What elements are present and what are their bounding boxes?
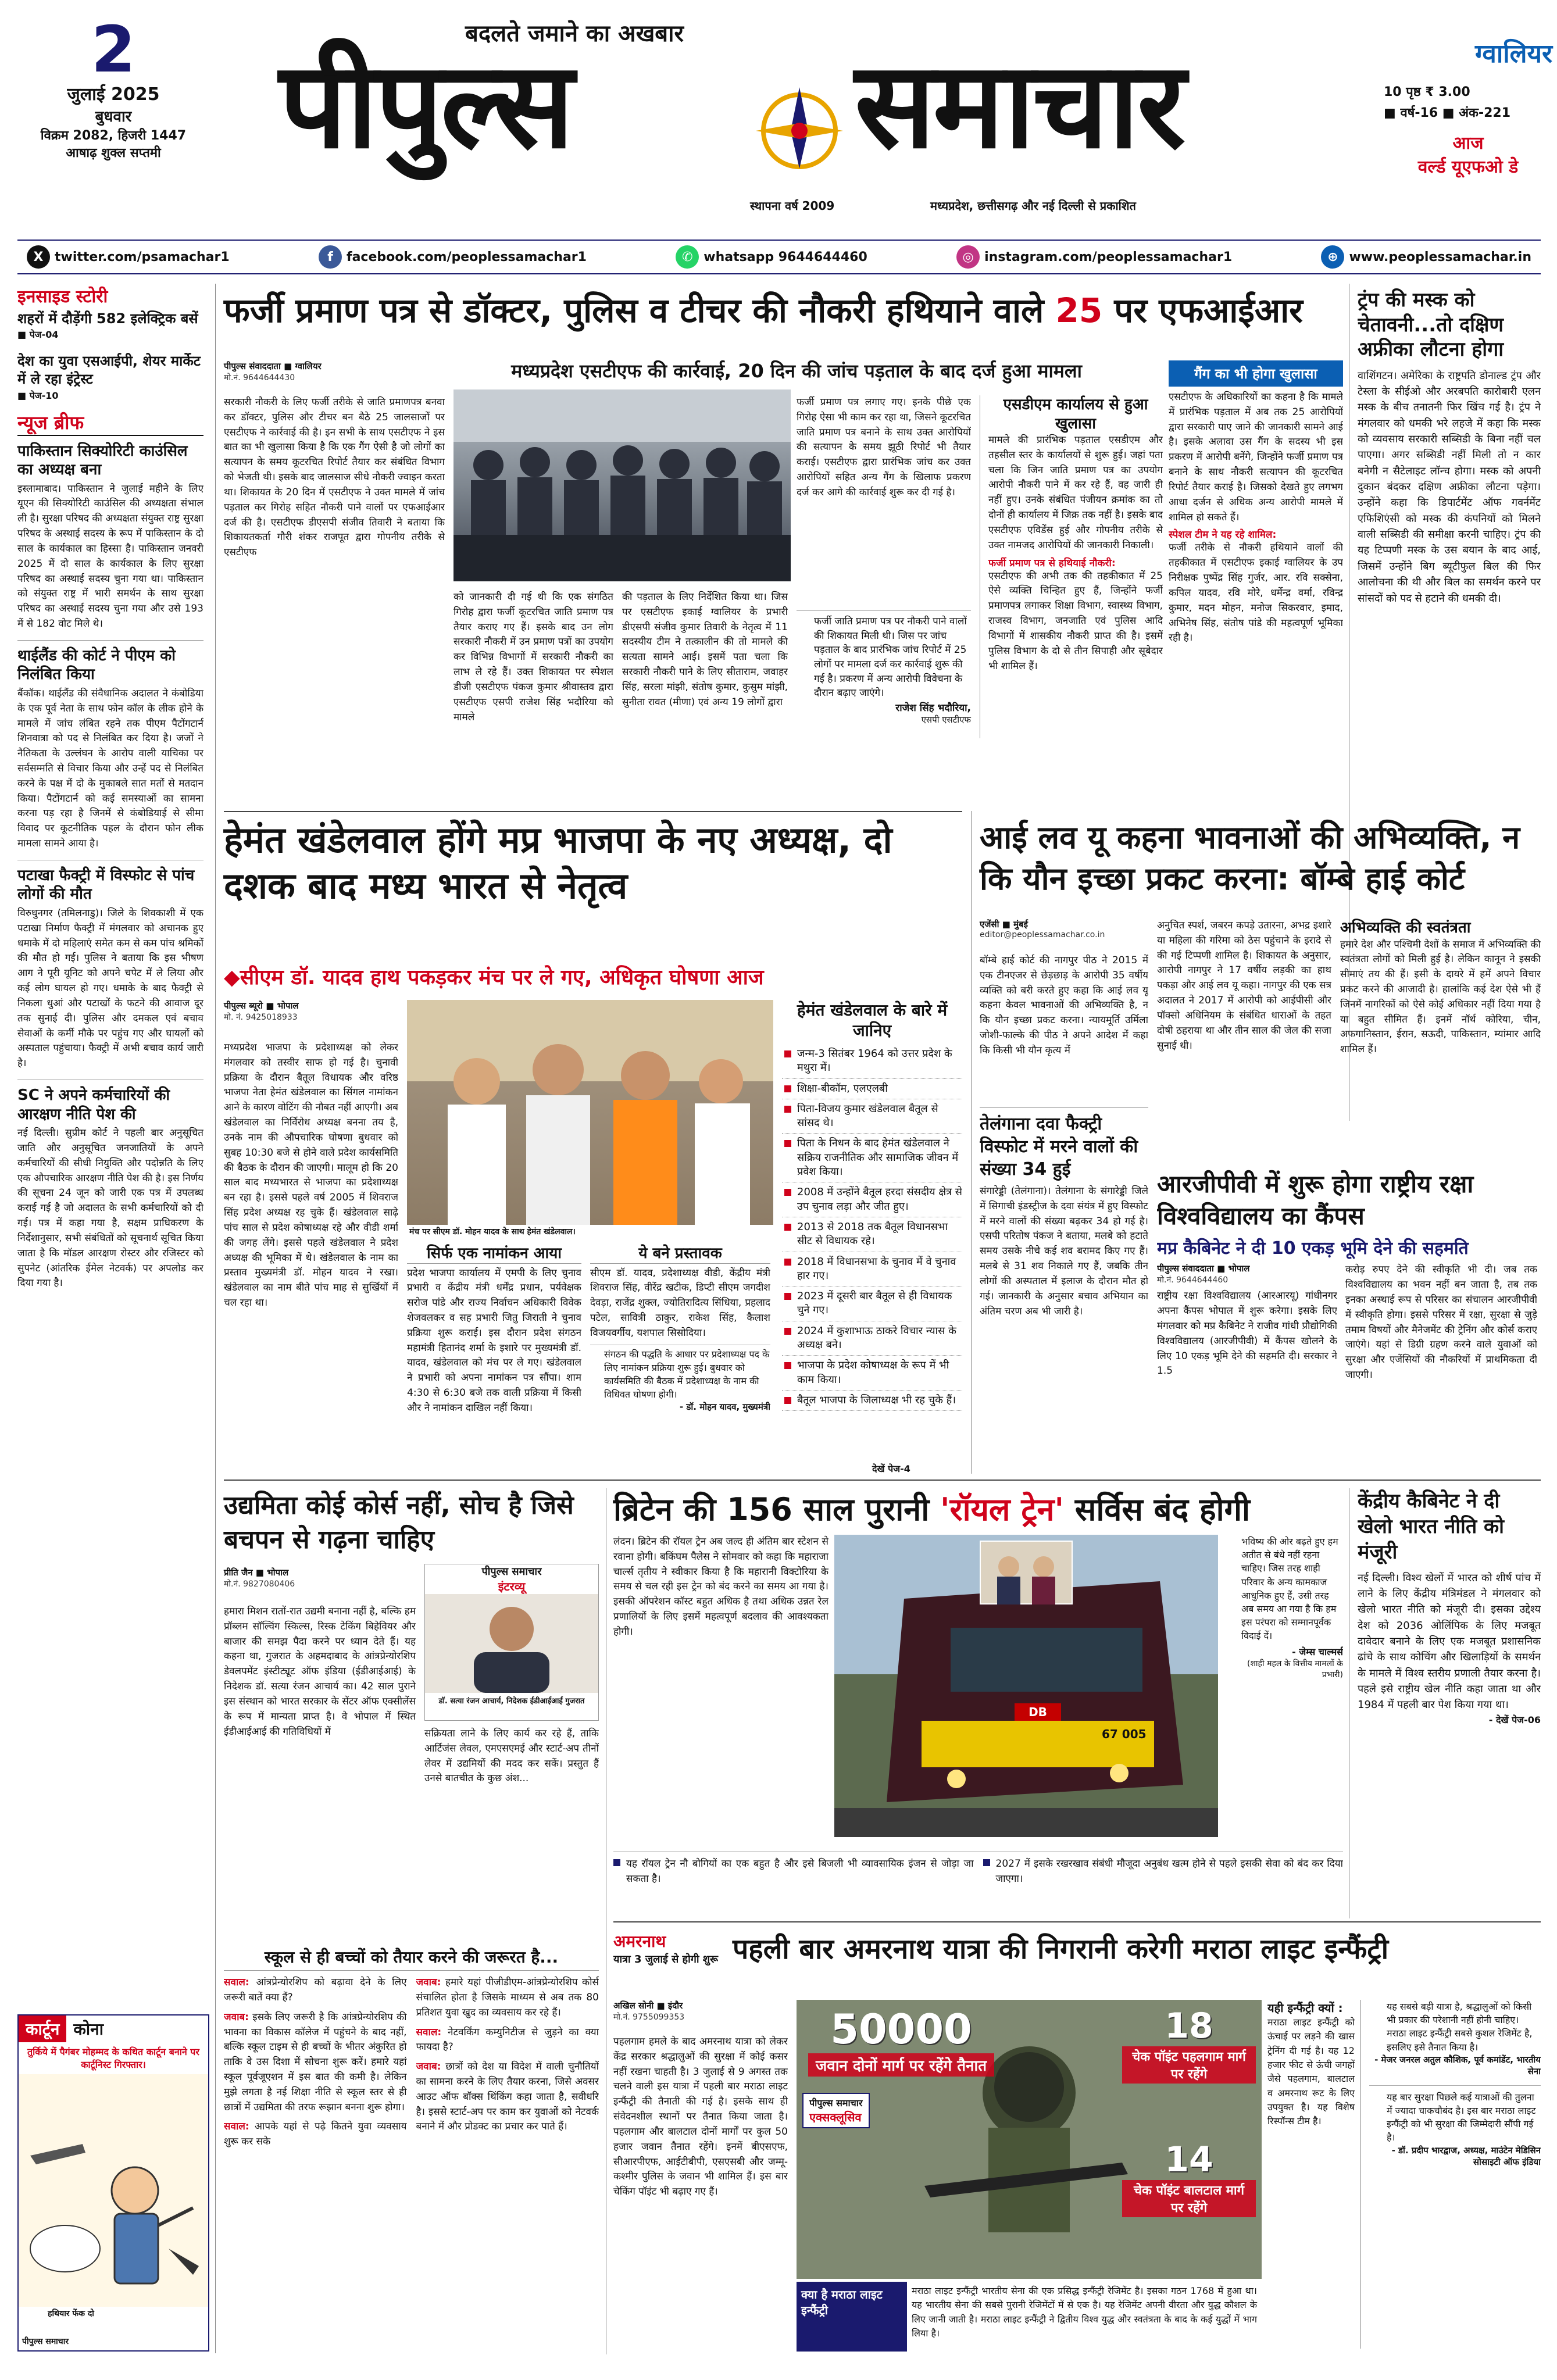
instagram-icon: ◎ [956, 245, 980, 269]
khelo-headline: केंद्रीय कैबिनेट ने दी खेलो भारत नीति को मंजूरी [1358, 1489, 1504, 1564]
inside-story-2[interactable]: देश का युवा एसआईपी, शेयर मार्केट में ले रहा इंट्रेस्ट [17, 353, 201, 388]
khandelwal-photo [407, 1000, 773, 1238]
stat-1 [808, 2006, 994, 2077]
khandelwal-mobile: मो. नं. 9425018933 [224, 1013, 298, 1022]
bombay-email[interactable]: editor@peoplessamachar.co.in [980, 930, 1105, 939]
fact-item: पिता-विजय कुमार खंडेलवाल बैतूल से सांसद थे। [782, 1099, 962, 1134]
fact-item: बैतूल भाजपा के जिलाध्यक्ष भी रह चुके हैं। [782, 1391, 962, 1411]
entre-interview-label: इंटरव्यू [498, 1579, 526, 1593]
inside-story-1[interactable]: शहरों में दौड़ेंगी 582 इलेक्ट्रिक बसें [17, 310, 198, 327]
social-bar [17, 240, 1541, 274]
khandelwal-quote-by: - डॉ. मोहन यादव, मुख्यमंत्री [679, 1402, 770, 1413]
news-brief-label: न्यूज ब्रीफ [17, 410, 203, 436]
stat-2-value: 18 [1165, 2006, 1213, 2046]
fact-item: भाजपा के प्रदेश कोषाध्यक्ष के रूप में भी काम किया। [782, 1356, 962, 1391]
newspaper-name [279, 37, 1291, 192]
entre-photo-caption: डॉ. सत्या रंजन आचार्य, निदेशक ईडीआईआई गुजरात [438, 1697, 585, 1706]
khandelwal-sub1 [407, 1244, 581, 1459]
train-bullet-1: यह रॉयल ट्रेन नौ बोगियों का एक बहुत है और इसे बिजली भी व्यावसायिक इंजन से जोड़ा जा सकता है। [613, 1857, 974, 1916]
divider [1360, 2000, 1361, 2349]
entre-qa [224, 1947, 599, 2354]
bombay-byline-box [980, 919, 1148, 939]
rgpv-subhead: मप्र कैबिनेट ने दी 10 एकड़ भूमि देने की सहमति [1157, 1238, 1469, 1259]
telangana-headline: तेलंगाना दवा फैक्ट्री विस्फोट में मरने वालों की संख्या 34 हुई [980, 1114, 1138, 1180]
fact-item: पिता के निधन के बाद हेमंत खंडेलवाल ने सक्रिय राजनीतिक और सामाजिक जीवन में प्रवेश किया। [782, 1134, 962, 1182]
lead-side-text-1: मामले की प्रारंभिक पड़ताल एसडीएम और तहसील स्तर के कार्यालयों से शुरू हुई। जहां पता चला कि जिन जाति प्रमाण पत्र का उपयोग आरोपी नौकरी पाने में कर रहे हैं, वह जारी ही नहीं हुए। उनके संबंधित पंजीयन क्रमांक का तो दोनों ही कार्यालय में जिक्र तक नहीं है। इसके बाद एसटीएफ एविडेंस हुई और गोपनीय तरीके से उक्त नामजद आरोपियों की जानकारी निकाली। [988, 434, 1163, 551]
train-bullet-2: 2027 में इसके रखरखाव संबंधी मौजूदा अनुबंध खत्म होने से पहले इसकी सेवा को बंद कर दिया जाएगा। [983, 1857, 1344, 1916]
inside-story-2-page: ■ पेज-10 [17, 389, 59, 401]
inside-story-1-page: ■ पेज-04 [17, 329, 59, 341]
telangana-story [980, 1107, 1148, 1468]
fact-item: 2023 में दूसरी बार बैतूल से ही विधायक चुने गए। [782, 1287, 962, 1321]
amarnath-quote-2-by: - डॉ. प्रदीप भारद्वाज, अध्यक्ष, माउंटेन मेडिसिन सोसाइटी ऑफ इंडिया [1391, 2145, 1541, 2167]
train-quote: भविष्य की ओर बढ़ते हुए हम अतीत से बंधे नहीं रहना चाहिए। जिस तरह शाही परिवार के अन्य कामकाज आधुनिक हुए हैं, उसी तरह अब समय आ गया है कि हम इस परंपरा को सम्मानपूर्वक विदाई दें। [1241, 1536, 1338, 1642]
entre-headline: उद्यमिता कोई कोर्स नहीं, सोच है जिसे बचपन से गढ़ना चाहिए [224, 1491, 574, 1555]
khandelwal-photo-image [407, 1000, 773, 1238]
khelo-story [1358, 1488, 1541, 1918]
divider [215, 284, 216, 2353]
name-right: समाचार [855, 37, 1184, 175]
bombay-byline: एजेंसी ■ मुंबई [980, 919, 1028, 930]
qa-col-2: जवाब: हमारे यहां पीजीडीएम-आंत्रप्रेन्योरशिप कोर्स संचालित होता है जिसके माध्यम से अब तक 80 प्रतिशत युवा खुद का व्यवसाय कर रहे हैं। सवाल: नेटवर्किंग कम्युनिटीज से जुड़ने का क्या फायदा है? जवाब: छात्रों को देश या विदेश में वाली चुनौतियों का सामना करने के लिए तैयार करना, जिसे अवसर आउट ऑफ बॉक्स थिंकिंग कहा जाता है, सवीधरि है। इससे स्टार्ट-अप पर काम कर युवाओं को नेटवर्क बनाने में और प्रोडक्ट का प्रचार कर पाते हैं। [416, 1977, 599, 2133]
cartoon-credit: पीपुल्स समाचार [22, 2337, 69, 2346]
lead-side-headline: एसडीएम कार्यालय से हुआ खुलासा [1003, 396, 1148, 433]
trump-story [1358, 288, 1541, 875]
gang-headline: गैंग का भी होगा खुलासा [1169, 360, 1343, 387]
volume-number: ■ वर्ष-16 ■ अंक-221 [1384, 106, 1511, 120]
khandelwal-byline: पीपुल्स ब्यूरो ■ भोपाल [224, 1000, 299, 1011]
train-text: लंदन। ब्रिटेन की रॉयल ट्रेन अब जल्द ही अंतिम बार स्टेशन से रवाना होगी। बकिंघम पैलेस ने सोमवार को कहा कि महाराजा चार्ल्स तृतीय ने स्वीकार किया है कि महारानी विक्टोरिया के समय से चल रही इस ट्रेन को बंद करने का समय आ गया है। इसकी ऑपरेशन कॉस्ट बहुत अधिक है तथा अधिक उन्नत रेल प्रणालियों के लिए इसमें महत्वपूर्ण बदलाव की आवश्यकता होगी। [613, 1536, 829, 1638]
brief-4-text: नई दिल्ली। सुप्रीम कोर्ट ने पहली बार अनुसूचित जाति और अनुसूचित जनजातियों के अपने कर्मचारियों की सीधी नियुक्ति और पदोन्नति के लिए एक औपचारिक आरक्षण नीति पेश की है। इस निर्णय की सूचना 24 जून को जारी एक पत्र में उपलब्ध कराई गई है जो अदालत के सभी कर्मचारियों को दी गई। पत्र में कहा गया है, सक्षम प्राधिकरण के निर्देशानुसार, सभी संबंधितों को सूचनार्थ सूचित किया जाता है कि मॉडल आरक्षण रोस्टर और रजिस्टर को सुपनेट (आंतरिक ईमेल नेटवर्क) पर अपलोड कर दिया गया है। [17, 1127, 203, 1289]
stat-3-value: 14 [1165, 2139, 1213, 2180]
amarnath-quotes [1369, 2000, 1541, 2349]
lead-quote: फर्जी जाति प्रमाण पत्र पर नौकरी पाने वालों की शिकायत मिली थी। जिस पर जांच पड़ताल के बाद प्रारंभिक जांच रिपोर्ट में 25 लोगों पर मामला दर्ज कर कार्रवाई शुरू की गई है। प्रकरण में अन्य आरोपी विवेचना के दौरान बढ़ाए जाएंगे। [814, 616, 967, 699]
bombay-sidebar [1340, 919, 1541, 1163]
amarnath-kicker-title: अमरनाथ [613, 1932, 666, 1951]
date-month: जुलाई 2025 [67, 84, 160, 105]
gang-team-text: फर्जी तरीके से नौकरी हथियाने वालों की तहकीकात में एसटीएफ इकाई ग्वालियर के उप निरीक्षक पुष्पेंद्र सिंह गुर्जर, आर. रवि सक्सेना, कपिल यादव, रवि मोरे, धर्मेन्द्र वर्मा, रविन्द्र कुमार, मदन मोहन, मनोज सिकरवार, इमाद, अभिनेष सिंह, संतोष पांडे की महत्वपूर्ण भूमिका रही है। [1169, 542, 1343, 644]
lead-sidebar [988, 395, 1163, 744]
weekday: बुधवार [95, 108, 132, 126]
fact-item: 2018 में विधानसभा के चुनाव में वे चुनाव हार गए। [782, 1252, 962, 1287]
fact-item: 2013 से 2018 तक बैतूल विधानसभा सीट से विधायक रहे। [782, 1217, 962, 1252]
exclusive-label: एक्सक्लूसिव [809, 2110, 862, 2124]
lead-quote-role: एसपी एसटीएफ [921, 714, 971, 725]
cartoon-label: कार्टून [19, 2016, 66, 2042]
entre-col-1: हमारा मिशन रातों-रात उद्यमी बनाना नहीं है, बल्कि हम प्रॉब्लम सॉल्विंग स्किल्स, रिस्क टेकिंग बिहेवियर और बाजार की समझ पैदा करने पर ध्यान देते हैं। यह कहना था, गुजरात के अहमदाबाद के आंत्रप्रेन्योरशिप डेवलपमेंट इंस्टीट्यूट ऑफ इंडिया (ईडीआईआई) के निदेशक डॉ. सत्या रंजन आचार्य का। 42 साल पुराने इस संस्थान को भारत सरकार के सेंटर ऑफ एक्सीलेंस के रूप में मान्यता प्राप्त है। वे भोपाल में स्थित ईडीआईआई की गतिविधियों में [224, 1606, 416, 1738]
fact-item: 2008 में उन्होंने बैतूल हरदा संसदीय क्षेत्र से उप चुनाव लड़ा और जीत हुए। [782, 1182, 962, 1217]
cartoon-caption: तुर्किये में पैगंबर मोहम्मद के कथित कार्टून बनाने पर कार्टूनिस्ट गिरफ्तार। [27, 2046, 199, 2070]
loco-brand: DB [1029, 1705, 1047, 1719]
cartoon-box [17, 2014, 209, 2352]
edition-city: ग्वालियर [1475, 39, 1552, 69]
lead-side-text-2: एसटीएफ की अभी तक की तहकीकात में 25 ऐसे व्यक्ति चिन्हित हुए हैं, जिन्होंने फर्जी प्रमाणपत्र लगाकर शिक्षा विभाग, स्वास्थ्य विभाग, राजस्व विभाग, जनजाति एवं पुलिस आदि विभागों में शासकीय नौकरी प्राप्त की है। इसमें पुलिस विभाग के दो से तीन सिपाही और सूबेदार भी शामिल हैं। [988, 570, 1163, 672]
khandelwal-sub2-text: सीएम डॉ. यादव, प्रदेशाध्यक्ष वीडी, केंद्रीय मंत्री शिवराज सिंह, वीरेंद्र खटीक, डिप्टी सीएम जगदीश देवड़ा, राजेंद्र शुक्ल, ज्योतिरादित्य सिंधिया, प्रहलाद पटेल, सावित्री ठाकुर, राकेश सिंह, कैलाश विजयवर्गीय, यशपाल सिसोदिया। [590, 1267, 770, 1339]
amarnath-photo [797, 2000, 1262, 2279]
whatsapp-icon: ✆ [676, 245, 699, 269]
fact-item: शिक्षा-बीकॉम, एलएलबी [782, 1079, 962, 1099]
cartoon-label-2: कोना [73, 2020, 103, 2039]
lead-byline: पीपुल्स संवाददाता ■ ग्वालियर [224, 361, 322, 371]
divider [971, 811, 972, 1474]
twitter-link[interactable]: X twitter.com/psamachar1 [27, 245, 230, 269]
khandelwal-col-1: मध्यप्रदेश भाजपा के प्रदेशाध्यक्ष को लेकर मंगलवार को तस्वीर साफ हो गई है। चुनावी प्रक्रिया के दौरान बैतूल विधायक और वरिष्ठ भाजपा नेता हेमंत खंडेलवाल का सिंगल नामांकन आने के कारण वोटिंग की नौबत नहीं आएगी। अब खंडेलवाल का निर्विरोध अध्यक्ष बनना तय है, उनके नाम की औपचारिक घोषणा बुधवार को सुबह 10:30 बजे से होने वाले प्रदेश कार्यसमिति की बैठक के दौरान की जाएगी। मालूम हो कि 20 साल बाद मध्यभारत से भाजपा का प्रदेशाध्यक्ष बन रहा है। इससे पहले वर्ष 2005 में शिवराज सिंह प्रदेश अध्यक्ष रह चुके हैं। खंडेलवाल साढ़े पांच साल से प्रदेश कोषाध्यक्ष रहे और वीडी शर्मा की जगह लेंगे। इससे पहले खंडेलवाल ने प्रदेश अध्यक्ष की भूमिका में थे। खंडेलवाल के नाम का प्रस्ताव मुख्यमंत्री डॉ. मोहन यादव ने रखा। खंडेलवाल का नाम बीते पांच माह से सुर्खियों में चल रहा था। [224, 1042, 398, 1309]
whatsapp-link[interactable]: ✆ whatsapp 9644644460 [676, 245, 867, 269]
entre-logo: पीपुल्स समाचार [481, 1566, 542, 1578]
loco-number: 67 005 [1102, 1727, 1147, 1741]
khandelwal-sub1-text: प्रदेश भाजपा कार्यालय में एमपी के लिए चुनाव प्रभारी व केंद्रीय मंत्री धर्मेंद्र प्रधान, पर्यवेक्षक सरोज पांडे और राज्य निर्वाचन अधिकारी विवेक शेजवलकर व सह प्रभारी जितु जिराती ने चुनाव प्रक्रिया शुरू कराई। इस दौरान प्रदेश संगठन महामंत्री हितानंद शर्मा के इशारे पर मुख्यमंत्री डॉ. यादव, खंडेलवाल को मंच पर ले गए। खंडेलवाल ने प्रभारी को अपना नामांकन पत्र सौंपा। शाम 4:30 से 6:30 बजे तक वाली प्रक्रिया में किसी और ने नामांकन दाखिल नहीं किया। [407, 1267, 581, 1414]
fact-item: जन्म-3 सितंबर 1964 को उत्तर प्रदेश के मथुरा में। [782, 1044, 962, 1079]
train-quote-by: - जेम्स चाल्मर्स [1292, 1646, 1343, 1657]
rgpv-col-1: राष्ट्रीय रक्षा विश्वविद्यालय (आरआरयू) गांधीनगर अपना कैंपस भोपाल में शुरू करेगा। इसके लिए मंगलवार को मप्र कैबिनेट ने राजीव गांधी प्रौद्योगिकी विश्वविद्यालय (आरजीपीवी) में कैंपस खोलने के लिए 10 एकड़ भूमि देने की सहमति दी। सरकार ने 1.5 [1157, 1290, 1337, 1377]
bombay-col-1: बॉम्बे हाई कोर्ट की नागपुर पीठ ने 2015 में एक टीनएजर से छेड़छाड़ के आरोपी 35 वर्षीय व्यक्ति को बरी करते हुए कहा कि आई लव यू कहना केवल भावनाओं की अभिव्यक्ति है, न कि यौन इच्छा प्रकट करना। न्यायमूर्ति उर्मिला जोशी-फाल्के की पीठ ने अपने आदेश में कहा कि किसी भी यौन कृत्य में [980, 955, 1148, 1056]
facebook-icon: f [319, 245, 342, 269]
khandelwal-continued[interactable]: देखें पेज-4 [872, 1463, 910, 1474]
brief-3-text: विरुधुनगर (तमिलनाडु)। जिले के शिवकाशी में एक पटाखा निर्माण फैक्ट्री में मंगलवार को अचानक हुए धमाके में दो महिलाएं समेत कम से कम पांच श्रमिकों की मौत हो गई। पुलिस ने बताया कि इस भीषण आग ने पूरी यूनिट को अपने चपेट में ले लिया और कई लोग घायल हो गए। धमाके के बाद फैक्ट्री से निकला धुआं और पटाखों के फटने की आवाज दूर तक सुनाई दी। पुलिस और दमकल एवं बचाव सेवाओं के कर्मी मौके पर पहुंच गए और घायलों को अस्पताल पहुंचाया। फैक्ट्री में अभी बचाव कार्य जारी है। [17, 907, 203, 1070]
train-quote-box [1224, 1535, 1343, 1843]
entre-byline: प्रीति जैन ■ भोपाल [224, 1567, 289, 1578]
gang-text: एसटीएफ के अधिकारियों का कहना है कि मामले में प्रारंभिक पड़ताल में अब तक 25 आरोपियों द्वारा सरकारी पाए जाने की जानकारी सामने आई है। इसके अलावा उस गैंग के सदस्य भी इस प्रकरण में आरोपी बनेंगे, जिन्होंने फर्जी प्रमाण पत्र बनाने के साथ नौकरी सत्यापन की कूटरचित रिपोर्ट तैयार कराई है। जिसको देखते हुए लगभग आधा दर्जन से अधिक अन्य आरोपी मामले में शामिल हो सकते हैं। [1169, 391, 1343, 523]
lead-subhead: मध्यप्रदेश एसटीएफ की कार्रवाई, 20 दिन की जांच पड़ताल के बाद दर्ज हुआ मामला [511, 360, 1082, 382]
pen-emblem-icon [750, 81, 849, 180]
amarnath-text: पहलगाम हमले के बाद अमरनाथ यात्रा को लेकर केंद्र सरकार श्रद्धालुओं की सुरक्षा में कोई कसर नहीं रखना चाहती है। 3 जुलाई से 9 अगस्त तक चलने वाली इस यात्रा में पहली बार मराठा लाइट इन्फैंट्री की तैनाती की गई है। इसके साथ ही संवेदनशील स्थानों पर तैनात किया जाता है। पहलगाम और बालटाल दोनों मार्गों पर कुल 50 हजार जवान तैनात रहेंगे। इनमें बीएसएफ, सीआरपीएफ, आईटीबीपी, एसएसबी और जम्मू-कश्मीर पुलिस के जवान भी शामिल हैं। इस बार चेकिंग पॉइंट भी बढ़ाए गए हैं। [613, 2036, 788, 2198]
stat-2-label: चेक पॉइंट पहलगाम मार्ग पर रहेंगे [1122, 2046, 1256, 2084]
publication-regions: मध्यप्रदेश, छत्तीसगढ़ और नई दिल्ली से प्रकाशित [930, 199, 1136, 213]
diamond-bullet-icon: ◆ [224, 966, 240, 989]
khandelwal-facts [782, 1000, 962, 1459]
amarnath-quote-2: यह बार सुरक्षा पिछले कई यात्राओं की तुलना में ज्यादा चाकचौबंद है। इस बार मराठा लाइट इन्फैंट्री को भी सुरक्षा की जिम्मेदारी सौंपी गई है। [1369, 2085, 1541, 2145]
today-label: आज [1452, 133, 1484, 153]
amarnath-what-box [797, 2282, 1262, 2352]
telangana-text: संगारेड्डी (तेलंगाना)। तेलंगाना के संगारेड्डी जिले में सिगाची इंडस्ट्रीज के दवा संयंत्र में हुए विस्फोट में मरने वालों की संख्या बढ़कर 34 हो गई है। एसपी परितोष पंकज ने बताया, मलबे को हटाते समय उसके नीचे कई शव बरामद किए गए हैं। मलबे से 31 शव निकाले गए हैं, जबकि तीन लोगों की अस्पताल में इलाज के दौरान मौत हो गई। जानकारी के अनुसार बचाव अभियान का अंतिम चरण अब भी जारी है। [980, 1185, 1148, 1317]
entre-interview-box [424, 1564, 599, 1721]
cartoon-speech-bubble: हथियार फेंक दो [48, 2309, 94, 2318]
facts-list [782, 1044, 962, 1411]
square-bullet-icon [983, 1859, 990, 1866]
qa-col-1: सवाल: आंत्रप्रेन्योरशिप को बढ़ावा देने के लिए जरूरी बातें क्या हैं? जवाब: इसके लिए जरूरी है कि आंत्रप्रेन्योरशिप की भावना का विकास कॉलेज में पहुंचने के बाद नहीं, बल्कि स्कूल टाइम से ही बच्चों के भीतर अंकुरित हो ताकि वे उस दिशा में सोचना शुरू करें। हमारे यहां स्कूल पूर्वजूएशन में इस बात की कमी है। लेकिन मुझे लगता है नई शिक्षा नीति से स्कूल स्तर से ही छात्रों में उद्यमिता की तरफ रूझान बनना शुरू होगा। सवाल: आपके यहां से पढ़े कितने युवा व्यवसाय शुरू कर सके [224, 1977, 407, 2148]
bombay-side-headline: अभिव्यक्ति की स्वतंत्रता [1340, 919, 1471, 937]
portrait-image [425, 1594, 598, 1693]
date-day: 2 [91, 12, 136, 87]
divider [613, 1921, 1541, 1922]
amarnath-kicker [613, 1930, 724, 1966]
instagram-link[interactable]: ◎ instagram.com/peoplessamachar1 [956, 245, 1232, 269]
group-photo-image [453, 389, 791, 581]
vikram-samvat: विक्रम 2082, हिजरी 1447 [40, 128, 187, 143]
khandelwal-photo-caption: मंच पर सीएम डॉ. मोहन यादव के साथ हेमंत खंडेलवाल। [407, 1225, 773, 1238]
bombay-side-text: हमारे देश और पश्चिमी देशों के समाज में अभिव्यक्ति की स्वतंत्रता लोगों को मिली हुई है। लेकिन कानून ने इसकी सीमाएं तय की हैं। इसी के दायरे में हमें अपने विचार प्रकट करने की आजादी है। हालांकि कई देश ऐसे भी हैं जिनमें नागरिकों को ऐसे कोई अधिकार नहीं दिया गया है या बहुत सीमित हैं। इनमें नॉर्थ कोरिया, चीन, अफगानिस्तान, ईरान, सऊदी, पाकिस्तान, म्यांमार आदि शामिल हैं। [1340, 938, 1541, 1056]
lead-quote-box [797, 610, 971, 738]
amarnath-byline: अखिल सोनी ■ इंदौर [613, 2000, 683, 2011]
amarnath-quote-1: यह सबसे बड़ी यात्रा है, श्रद्धालुओं को किसी भी प्रकार की परेशानी नहीं होनी चाहिए। मराठा लाइट इन्फैंट्री सबसे कुशल रेजिमेंट है, इसलिए इसे तैनात किया है। [1387, 2001, 1533, 2053]
fact-item: 2024 में कुशाभाऊ ठाकरे विचार न्यास के अध्यक्ष बने। [782, 1321, 962, 1356]
khandelwal-sub2-headline: ये बने प्रस्तावक [590, 1244, 770, 1264]
stat-3 [1122, 2139, 1256, 2217]
issue-date [29, 12, 198, 161]
gang-box [1169, 360, 1343, 744]
khandelwal-quote: संगठन की पद्धति के आधार पर प्रदेशाध्यक्ष पद के लिए नामांकन प्रक्रिया शुरू हुई। बुधवार को कार्यसमिति की बैठक में प्रदेशाध्यक्ष के नाम की विधिवत घोषणा होगी। [590, 1345, 770, 1402]
entre-mobile: मो.नं. 9827080406 [224, 1579, 295, 1589]
khandelwal-headline: हेमंत खंडेलवाल होंगे मप्र भाजपा के नए अध्यक्ष, दो दशक बाद मध्य भारत से नेतृत्व [224, 819, 892, 907]
masthead [0, 0, 1557, 213]
train-photo [834, 1535, 1218, 1837]
brief-2-title: थाईलैंड की कोर्ट ने पीएम को निलंबित किया [17, 640, 203, 684]
brief-4-title: SC ने अपने कर्मचारियों की आरक्षण नीति पेश की [17, 1080, 203, 1124]
brief-1-title: पाकिस्तान सिक्योरिटी काउंसिल का अध्यक्ष बना [17, 442, 188, 479]
lead-side-subhead: फर्जी प्रमाण पत्र से हथियाई नौकरी: [988, 557, 1116, 569]
entre-byline-box [224, 1567, 416, 1589]
what-headline: क्या है मराठा लाइट इन्फैंट्री [797, 2282, 907, 2352]
what-text: मराठा लाइट इन्फैंट्री भारतीय सेना की एक प्रसिद्ध इन्फैंट्री रेजिमेंट है। इसका गठन 1768 में हुआ था। यह भारतीय सेना की सबसे पुरानी रेजिमेंटों में से एक है। यह रेजिमेंट अपनी वीरता और युद्ध कौशल के लिए जानी जाती है। मराठा लाइट इन्फैंट्री ने द्वितीय विश्व युद्ध और स्वतंत्रता के बाद के कई युद्धों में भाग लिया है। [912, 2285, 1257, 2339]
cartoon-illustration [19, 2074, 208, 2307]
pages-price: 10 पृष्ठ ₹ 3.00 [1384, 85, 1470, 99]
today-observance: वर्ल्ड यूएफओ डे [1417, 157, 1519, 177]
trump-text: वाशिंगटन। अमेरिका के राष्ट्रपति डोनाल्ड ट्रंप और टेस्ला के सीईओ और अरबपति कारोबारी एलन मस्क के बीच तनातनी फिर खिंच गई है। ट्रंप ने मंगलवार को धमकी भरे लहजे में कहा कि मस्क को व्यवसाय सरकारी सब्सिडी के बिना नहीं चल पाएगा। अगर सब्सिडी नहीं मिली तो न कार बनेगी न सैटेलाइट लॉन्च होगा। मस्क को अपनी दुकान बंदकर दक्षिण अफ्रीका लौटना पड़ेगा। उन्होंने कहा कि डिपार्टमेंट ऑफ गवर्नमेंट एफिशिएंसी को मस्क की कंपनियों को मिलने वाली सब्सिडी की समीक्षा करनी चाहिए। ट्रंप की यह टिप्पणी मस्क के उस बयान के बाद आई, जिसमें उन्होंने बिग ब्यूटीफुल बिल की फिर आलोचना की थी और बिल का समर्थन करने पर सांसदों को पद से हटाने की धमकी दी। [1358, 369, 1541, 605]
brief-1-text: इस्लामाबाद। पाकिस्तान ने जुलाई महीने के लिए यूएन की सिक्योरिटी काउंसिल की अध्यक्षता संभाल ली है। सुरक्षा परिषद की अध्यक्षता संयुक्त राष्ट्र सुरक्षा परिषद के अस्थाई सदस्य के रूप में पाकिस्तान के दो साल के कार्यकाल का हिस्सा है। पाकिस्तान जनवरी 2025 में दो साल के कार्यकाल के लिए सुरक्षा परिषद का अस्थाई सदस्य चुना गया था। पाकिस्तान को संयुक्त राष्ट्र में भारी समर्थन के साथ सुरक्षा परिषद का अस्थाई सदस्य चुना गया और उसे 193 में से 182 वोट मिले थे। [17, 483, 203, 630]
train-quote-role: (शाही महल के वित्तीय मामलों के प्रभारी) [1247, 1659, 1343, 1679]
amarnath-mobile: मो.नं. 9755099353 [613, 2013, 685, 2022]
royal-portrait-inset-image [980, 1541, 1073, 1604]
khelo-continued[interactable]: - देखें पेज-06 [1488, 1714, 1541, 1725]
inside-story-label: इनसाइड स्टोरी [17, 287, 108, 307]
khandelwal-subhead: ◆सीएम डॉ. यादव हाथ पकड़कर मंच पर ले गए, अधिकृत घोषणा आज [224, 966, 764, 989]
tithi: आषाढ़ शुक्ल सप्तमी [66, 146, 161, 160]
amarnath-quote-1-by: - मेजर जनरल अतुल कौशिक, पूर्व कमांडेंट, भारतीय सेना [1374, 2054, 1541, 2077]
entre-col-2: सक्रियता लाने के लिए कार्य कर रहे हैं, ताकि आर्टिजंस लेवल, एमएसएमई और स्टार्ट-अप तीनों लेवर में उद्यमियों की मदद कर सकें। प्रस्तुत हैं उनसे बातचीत के कुछ अंश... [424, 1728, 599, 1785]
rgpv-col-2: करोड़ रुपए देने की स्वीकृति भी दी। जब तक विश्वविद्यालय का भवन नहीं बन जाता है, तब तक इनका अस्थाई रूप से परिसर का संचालन आरजीपीवी में स्वीकृति होगा। इससे परिसर में रक्षा, सुरक्षा से जुड़े तमाम विषयों और मैनेजमेंट की ट्रेनिंग और कोर्स कराए जाएंगे। यहां से डिग्री ग्रहण करने वाले युवाओं को सुरक्षा और एजेंसियों की नौकरियों में प्राथमिकता दी जाएगी। [1345, 1264, 1537, 1381]
rgpv-story [1157, 1168, 1541, 1471]
lead-col-4: फर्जी प्रमाण पत्र लगाए गए। इनके पीछे एक गिरोह ऐसा भी काम कर रहा था, जिसने कूटरचित जाति प्रमाण पत्र बनाने के साथ उक्त आरोपियों की सत्यापन के समय झूठी रिपोर्ट भी तैयार कराई। एसटीएफ द्वारा प्रारंभिक जांच कर उक्त आरोपियों सहित अन्य गैंग के खिलाफ प्रकरण दर्ज कर आगे की कार्रवाई शुरू कर दी गई है। [797, 396, 971, 498]
exclusive-badge [802, 2093, 870, 2128]
lead-quote-by: राजेश सिंह भदौरिया, [895, 702, 971, 714]
amarnath-kicker-date: यात्रा 3 जुलाई से होगी शुरू [613, 1953, 719, 1966]
train-headline: ब्रिटेन की 156 साल पुरानी 'रॉयल ट्रेन' सर्विस बंद होगी [613, 1491, 1251, 1528]
divider [224, 811, 962, 812]
lead-headline: फर्जी प्रमाण पत्र से डॉक्टर, पुलिस व टीचर की नौकरी हथियाने वाले 25 पर एफआईआर [224, 291, 1303, 330]
edition-info [1384, 35, 1552, 178]
side-text: मराठा लाइट इन्फैंट्री को ऊंचाई पर लड़ने की खास ट्रेनिंग दी गई है। यह 12 हजार फीट से ऊंची जगहों जैसे पहलगाम, बालटाल व अमरनाथ रूट के लिए उपयुक्त है। यह विशेष रिस्पॉन्स टीम है। [1267, 2017, 1355, 2127]
amarnath-byline-box [613, 2000, 788, 2022]
train-bullets [613, 1852, 1343, 1916]
khelo-text: नई दिल्ली। विश्व खेलों में भारत को शीर्ष पांच में लाने के लिए केंद्रीय मंत्रिमंडल ने मंगलवार को खेलो भारत नीति को मंजूरी दी। इसका उद्देश्य देश को 2036 ओलिंपिक के लिए मजबूत दावेदार बनाने के लिए एक मजबूत प्रशासनिक ढांचे के साथ कोचिंग और खिलाड़ियों के समर्थन के मामले में विश्व स्तरीय प्रणाली तैयार करना है। पहले इसे राष्ट्रीय खेल नीति कहा जाता था और 1984 में पहली बार पेश किया गया था। [1358, 1571, 1541, 1711]
exclusive-logo: पीपुल्स समाचार [809, 2097, 863, 2109]
stat-1-label: जवान दोनों मार्ग पर रहेंगे तैनात [808, 2053, 994, 2077]
globe-icon: ⊕ [1321, 245, 1344, 269]
rgpv-mobile: मो.नं. 9644644460 [1157, 1275, 1229, 1285]
brief-2-text: बैंकॉक। थाईलैंड की संवैधानिक अदालत ने कंबोडिया के एक पूर्व नेता के साथ फोन कॉल के लीक होने के मामले में जांच लंबित रहने तक पीएम पैटोंगटार्न शिनवात्रा को पद से निलंबित कर दिया है। जजों ने नैतिकता के उल्लंघन के आरोप वाली याचिका पर सर्वसम्मति से विचार किया और उन्हें पद से निलंबित करने के पक्ष में दो के मुकाबले सात मतों से मतदान किया। पैटोंगटार्न को कई समस्याओं का सामना करना पड़ रहा है जिनमें से कंबोडियाई से सीमा विवाद पर कूटनीतिक पहल के दौरान फोन लीक मामला सामने आया है। [17, 687, 203, 850]
rgpv-headline: आरजीपीवी में शुरू होगा राष्ट्रीय रक्षा विश्वविद्यालय का कैंपस [1157, 1170, 1474, 1230]
trump-headline: ट्रंप की मस्क को चेतावनी...तो दक्षिण अफ्रीका लौटना होगा [1358, 288, 1504, 361]
stat-1-value: 50000 [830, 2006, 972, 2053]
facts-headline: हेमंत खंडेलवाल के बारे में जानिए [797, 1000, 948, 1040]
lead-col-3: की पड़ताल के लिए निर्देशित किया था। जिस पर एसटीएफ इकाई ग्वालियर के प्रभारी डीएसपी संजीव कुमार तिवारी के नेतृत्व में 11 सदस्यीय टीम ने तत्कालीन की तो मामले की सत्यता सामने आई। इसमें पता चला कि सरकारी नौकरी पाने के लिए सीताराम, जवाहर सिंह, सरला मांझी, संतोष कुमार, कुसुम मांझी, सुनीता रावत (मीणा) एवं अन्य 19 लोगों द्वारा [622, 591, 788, 708]
rgpv-byline: पीपुल्स संवाददाता ■ भोपाल [1157, 1263, 1250, 1274]
founded-year: स्थापना वर्ष 2009 [750, 199, 835, 213]
qa-headline: स्कूल से ही बच्चों को तैयार करने की जरूरत है... [224, 1947, 599, 1971]
khandelwal-byline-box [224, 1000, 398, 1023]
tagline: बदलते जमाने का अखबार [465, 20, 684, 47]
lead-mobile: मो.नं. 9644644430 [224, 373, 295, 383]
facebook-link[interactable]: f facebook.com/peoplessamachar1 [319, 245, 587, 269]
brief-3-title: पटाखा फैक्ट्री में विस्फोट से पांच लोगों की मौत [17, 860, 203, 904]
x-icon: X [27, 245, 50, 269]
lead-photo [453, 389, 791, 581]
gang-subhead: स्पेशल टीम ने यह रहे शामिल: [1169, 529, 1277, 541]
website-link[interactable]: ⊕ www.peoplessamachar.in [1321, 245, 1531, 269]
lead-col-1: सरकारी नौकरी के लिए फर्जी तरीके से जाति प्रमाणपत्र बनवा कर डॉक्टर, पुलिस और टीचर बन बैठे 25 जालसाजों पर एसटीएफ ने कार्रवाई की है। इन सभी के साथ एसटीएफ ने इस बात का भी खुलासा किया है कि एक गैंग ऐसी है जो लोगों का सत्यापन के समय कूटरचित रिपोर्ट तैयार कर संबंधित विभाग को भेजती थी। इसके बाद जालसाज सीधे नौकरी ज्वाइन करता था। शिकायत के 20 दिन में एसटीएफ ने उक्त मामले में जांच पड़ताल कर गिरोह सहित नौकरी पाने वालों पर एफआईआर दर्ज की है। एसटीएफ डीएसपी संजीव तिवारी ने बताया कि शिकायतकर्ता गौरी शंकर राजपूत द्वारा गोपनीय तरीके से एसटीएफ [224, 396, 445, 559]
name-left: पीपुल्स [279, 37, 572, 175]
stat-2 [1122, 2006, 1256, 2084]
square-bullet-icon [613, 1859, 620, 1866]
divider [224, 1480, 1541, 1481]
amarnath-side [1267, 2000, 1355, 2349]
amarnath-headline: पहली बार अमरनाथ यात्रा की निगरानी करेगी मराठा लाइट इन्फैंट्री [733, 1933, 1389, 1966]
stat-3-label: चेक पॉइंट बालटाल मार्ग पर रहेंगे [1122, 2180, 1256, 2217]
bombay-headline: आई लव यू कहना भावनाओं की अभिव्यक्ति, न कि यौन इच्छा प्रकट करना: बॉम्बे हाई कोर्ट [980, 819, 1520, 898]
khandelwal-sub1-headline: सिर्फ एक नामांकन आया [407, 1244, 581, 1264]
bombay-col-2: अनुचित स्पर्श, जबरन कपड़े उतारना, अभद्र इशारे या महिला की गरिमा को ठेस पहुंचाने के इरादे से की गई टिप्पणी शामिल है। शिकायत के अनुसार, आरोपी नागपुर ने 17 वर्षीय लड़की का हाथ पकड़ा और आई लव यू कहा। नागपुर की एक सत्र अदालत ने 2017 में आरोपी को आईपीसी और पॉक्सो अधिनियम के संबंधित धाराओं के तहत दोषी ठहराया था और तीन साल की जेल की सजा सुनाई थी। [1157, 920, 1331, 1052]
lead-col-2: को जानकारी दी गई थी कि एक संगठित गिरोह द्वारा फर्जी कूटरचित जाति प्रमाण पत्र तैयार कराए गए हैं। इसके बाद उन लोग सरकारी नौकरी में उन प्रमाण पत्रों का उपयोग कर विभिन्न विभागों में सरकारी नौकरी का लाभ ले रहे हैं। उक्त शिकायत पर स्पेशल डीजी एसटीएफ पंकज कुमार श्रीवास्तव द्वारा एसटीएफ एसपी राजेश सिंह भदौरिया को मामले [453, 591, 613, 723]
khandelwal-sub2 [590, 1244, 770, 1459]
side-headline: यही इन्फैंट्री क्यों : [1267, 2001, 1343, 2015]
